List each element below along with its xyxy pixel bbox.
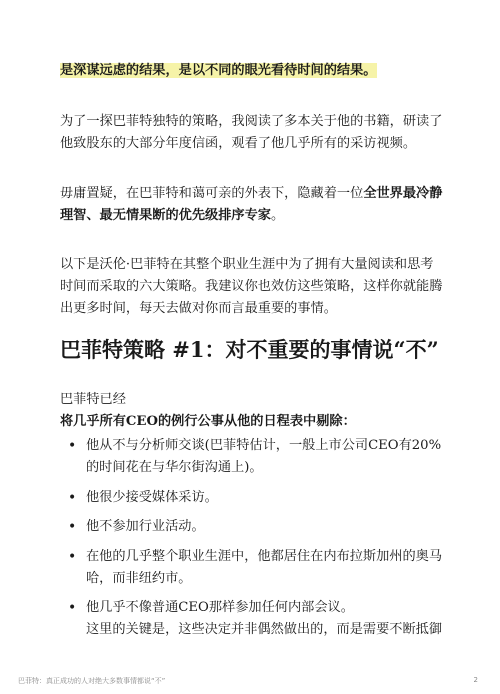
highlighted-text: 是深谋远虑的结果，是以不同的眼光看待时间的结果。	[60, 63, 377, 78]
paragraph-1	[60, 60, 445, 82]
paragraph-2: 为了一探巴菲特独特的策略，我阅读了多本关于他的书籍，研读了他致股东的大部分年度信函，观看了他几乎所有的采访视频。	[60, 114, 443, 151]
section-heading: 巴菲特策略 #1：对不重要的事情说“不”	[60, 337, 439, 362]
paragraph-3-text: 毋庸置疑，在巴菲特和蔼可亲的外表下，隐藏着一位	[60, 186, 364, 201]
list-item: • 在他的几乎整个职业生涯中，他都居住在内布拉斯加州的奥马哈，而非纽约市。	[60, 546, 450, 590]
list-item	[60, 597, 450, 641]
intro-line-2: 将几乎所有CEO的例行公事从他的日程表中剔除：	[60, 414, 356, 429]
footer-title: 巴菲特：真正成功的人对绝大多数事情都说“不”	[18, 677, 166, 685]
paragraph-3-end: 。	[271, 208, 285, 223]
list-item: • 他很少接受媒体采访。	[60, 487, 450, 509]
strategy-list	[60, 435, 450, 649]
list-item: • 他不参加行业活动。	[60, 516, 450, 538]
list-item-text: • 他几乎不像普通CEO那样参加任何内部会议。	[86, 600, 354, 615]
paragraph-4: 以下是沃伦·巴菲特在其整个职业生涯中为了拥有大量阅读和思考时间而采取的六大策略。我建议你也效仿这些策略，这样你就能腾出更多时间，每天去做对你而言最重要的事情。	[60, 257, 443, 316]
intro-line	[60, 389, 445, 433]
paragraph-3	[60, 183, 445, 227]
list-item: • 他从不与分析师交谈(巴菲特估计，一般上市公司CEO有20%的时间花在与华尔街沟通上)。	[60, 435, 450, 479]
list-item-continuation: 这里的关键是，这些决定并非偶然做出的，而是需要不断抵御	[86, 622, 443, 637]
page-number: 2	[473, 676, 478, 684]
paragraph-3-bold: 全世界最冷静理智、最无情果断的优先级排序专家	[60, 186, 443, 223]
intro-line-1: 巴菲特已经	[60, 392, 126, 407]
